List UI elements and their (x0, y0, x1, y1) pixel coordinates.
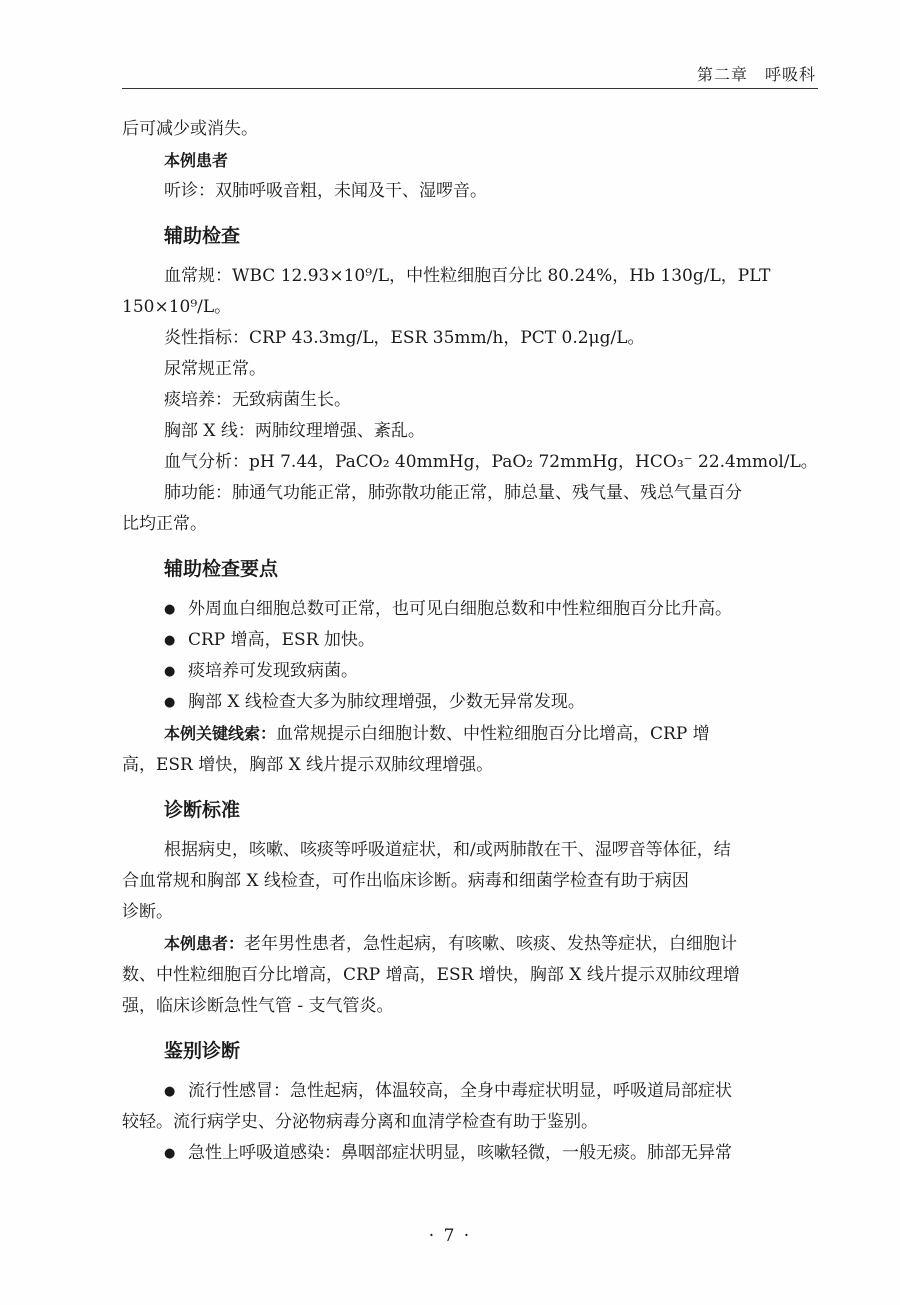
case-diagnosis-line3: 强，临床诊断急性气管 - 支气管炎。 (122, 996, 394, 1016)
page-number: · 7 · (428, 1226, 472, 1246)
bullet-text: 外周血白细胞总数可正常，也可见白细胞总数和中性粒细胞百分比升高。 (188, 599, 732, 619)
lung-function-line1: 肺功能：肺通气功能正常，肺弥散功能正常，肺总量、残气量、残总气量百分 (164, 483, 742, 503)
auscultation-text: 听诊：双肺呼吸音粗，未闻及干、湿啰音。 (164, 181, 487, 201)
case-diagnosis-label: 本例患者： (164, 934, 245, 953)
criteria-line2: 合血常规和胸部 X 线检查，可作出临床诊断。病毒和细菌学检查有助于病因 (122, 871, 689, 891)
criteria-line3: 诊断。 (122, 902, 173, 922)
bullet-text: CRP 增高，ESR 加快。 (188, 630, 375, 650)
sputum-culture: 痰培养：无致病菌生长。 (164, 390, 351, 410)
key-clues-line2: 高，ESR 增快，胸部 X 线片提示双肺纹理增强。 (122, 755, 494, 775)
case-diagnosis-line1 (122, 928, 818, 960)
bullet-dot-icon: ● (164, 633, 176, 648)
header-rule (122, 88, 818, 89)
case-diagnosis-line2: 数、中性粒细胞百分比增高，CRP 增高，ESR 增快，胸部 X 线片提示双肺纹理增 (122, 965, 740, 985)
key-clues-label: 本例关键线索： (164, 724, 277, 743)
bullet-text: 流行性感冒：急性起病，体温较高，全身中毒症状明显，呼吸道局部症状 (188, 1081, 732, 1101)
bullet-item (122, 687, 818, 718)
case-diagnosis-text: 老年男性患者，急性起病，有咳嗽、咳痰、发热等症状，白细胞计 (244, 934, 738, 954)
heading-aux-exam: 辅助检查 (164, 225, 241, 247)
bullet-item (122, 1138, 818, 1169)
bullet-dot-icon: ● (164, 664, 176, 679)
bullet-dot-icon: ● (164, 695, 176, 710)
urine-routine: 尿常规正常。 (164, 359, 266, 379)
chest-xray: 胸部 X 线：两肺纹理增强、紊乱。 (164, 421, 425, 441)
heading-diagnosis: 诊断标准 (164, 799, 241, 821)
bullet-text: 胸部 X 线检查大多为肺纹理增强，少数无异常发现。 (188, 692, 585, 712)
bullet-item (122, 1076, 818, 1107)
running-head: 第二章 呼吸科 (696, 65, 816, 84)
bullet-text: 急性上呼吸道感染：鼻咽部症状明显，咳嗽轻微，一般无痰。肺部无异常 (188, 1143, 732, 1163)
bullet-item (122, 656, 818, 687)
bullet-text: 痰培养可发现致病菌。 (188, 661, 358, 681)
blood-gas: 血气分析：pH 7.44，PaCO₂ 40mmHg，PaO₂ 72mmHg，HCO₃⁻ 22.4mmol/L。 (164, 452, 818, 472)
case-subheading: 本例患者 (164, 151, 229, 170)
key-clues-line1 (122, 718, 818, 750)
bullet-dot-icon: ● (164, 602, 176, 617)
bullet-continuation: 较轻。流行病学史、分泌物病毒分离和血清学检查有助于鉴别。 (122, 1112, 598, 1132)
bullet-item (122, 625, 818, 656)
page-content (122, 114, 818, 1169)
heading-aux-points: 辅助检查要点 (164, 558, 279, 580)
criteria-line1: 根据病史，咳嗽、咳痰等呼吸道症状，和/或两肺散在干、湿啰音等体征，结 (164, 840, 731, 860)
inflammation-markers: 炎性指标：CRP 43.3mg/L，ESR 35mm/h，PCT 0.2μg/L。 (164, 328, 645, 348)
bullet-dot-icon: ● (164, 1146, 176, 1161)
heading-differential: 鉴别诊断 (164, 1040, 241, 1062)
blood-routine-line1: 血常规：WBC 12.93×10⁹/L，中性粒细胞百分比 80.24%，Hb 130g/L，PLT (164, 266, 771, 286)
lung-function-line2: 比均正常。 (122, 514, 207, 534)
intro-line: 后可减少或消失。 (122, 119, 258, 139)
key-clues-text: 血常规提示白细胞计数、中性粒细胞百分比增高，CRP 增 (276, 724, 710, 744)
blood-routine-line2: 150×10⁹/L。 (122, 297, 232, 317)
bullet-item (122, 594, 818, 625)
bullet-dot-icon: ● (164, 1084, 176, 1099)
